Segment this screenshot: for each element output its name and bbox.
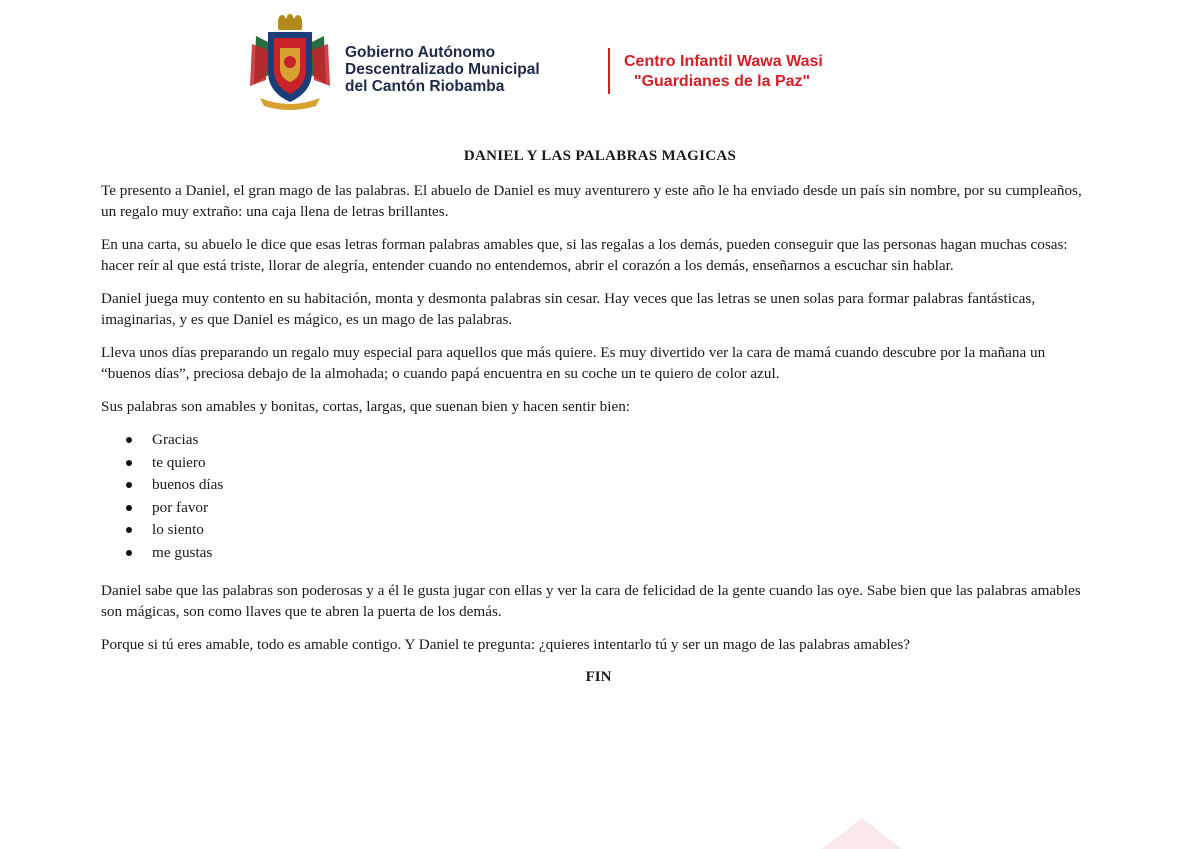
list-item xyxy=(101,542,1096,565)
bullet-icon xyxy=(126,505,132,511)
gov-name-line1: Gobierno Autónomo xyxy=(345,44,496,61)
list-item xyxy=(101,519,1096,542)
list-item xyxy=(101,429,1096,452)
bullet-icon xyxy=(126,550,132,556)
watermark-shape xyxy=(822,818,902,849)
center-name xyxy=(624,52,823,92)
paragraph: Lleva unos días preparando un regalo muy especial para aquellos que más quiere. Es muy divertido ver la cara de mamá cuando descubre por la mañana un “buenos días”, preciosa debajo de la almohada; o cuando papá encuentra en su coche un te quiero de color azul. xyxy=(101,344,1046,382)
bullet-icon xyxy=(126,437,132,443)
paragraph: Daniel sabe que las palabras son poderosas y a él le gusta jugar con ellas y ver la cara de felicidad de la gente cuando las oye. Sabe bien que las palabras amables son mágicas, son como llaves que te abren la puerta de los demás. xyxy=(101,581,1081,620)
municipal-government-name xyxy=(345,44,540,95)
bullet-icon xyxy=(126,460,132,466)
document-title: DANIEL Y LAS PALABRAS MAGICAS xyxy=(463,148,737,164)
bullet-icon xyxy=(126,482,132,488)
center-name-line1: Centro Infantil Wawa Wasi xyxy=(624,53,823,70)
gov-name-line2: Descentralizado Municipal xyxy=(345,61,540,78)
list-item-text: lo siento xyxy=(152,521,204,539)
document-body xyxy=(101,180,1096,688)
list-item xyxy=(101,474,1096,497)
paragraph: En una carta, su abuelo le dice que esas letras forman palabras amables que, si las regalas a los demás, pueden conseguir que las personas hagan muchas cosas: hacer reír al que está triste, llorar de alegría, entender cuando no entendemos, abrir el corazón a los demás, enseñarnos a escuchar sin hablar. xyxy=(101,236,1068,274)
paragraph: Porque si tú eres amable, todo es amable contigo. Y Daniel te pregunta: ¿quieres intentarlo tú y ser un mago de las palabras amables? xyxy=(101,635,911,653)
center-name-line2: "Guardianes de la Paz" xyxy=(634,73,811,90)
bullet-icon xyxy=(126,527,132,533)
kind-words-list xyxy=(101,429,1096,565)
list-item xyxy=(101,497,1096,520)
municipal-crest-logo xyxy=(250,14,330,110)
list-item xyxy=(101,452,1096,475)
end-marker: FIN xyxy=(585,668,612,685)
list-item-text: Gracias xyxy=(152,431,199,448)
paragraph: Daniel juega muy contento en su habitación, monta y desmonta palabras sin cesar. Hay veces que las letras se unen solas para formar palabras fantásticas, imaginarias, y es que Daniel es mágico, es un mago de las palabras. xyxy=(101,290,1036,328)
gov-name-line3: del Cantón Riobamba xyxy=(345,78,505,95)
list-item-text: por favor xyxy=(152,498,209,516)
paragraph: Te presento a Daniel, el gran mago de las palabras. El abuelo de Daniel es muy aventurero y este año le ha enviado desde un país sin nombre, por su cumpleaños, un regalo muy extraño: una caja llena de letras brillantes. xyxy=(101,182,1082,220)
list-item-text: buenos días xyxy=(152,476,224,494)
page-header xyxy=(250,14,890,110)
list-item-text: te quiero xyxy=(152,453,206,471)
paragraph: Sus palabras son amables y bonitas, cortas, largas, que suenan bien y hacen sentir bien: xyxy=(101,398,631,415)
header-divider xyxy=(608,48,610,94)
list-item-text: me gustas xyxy=(152,543,213,561)
